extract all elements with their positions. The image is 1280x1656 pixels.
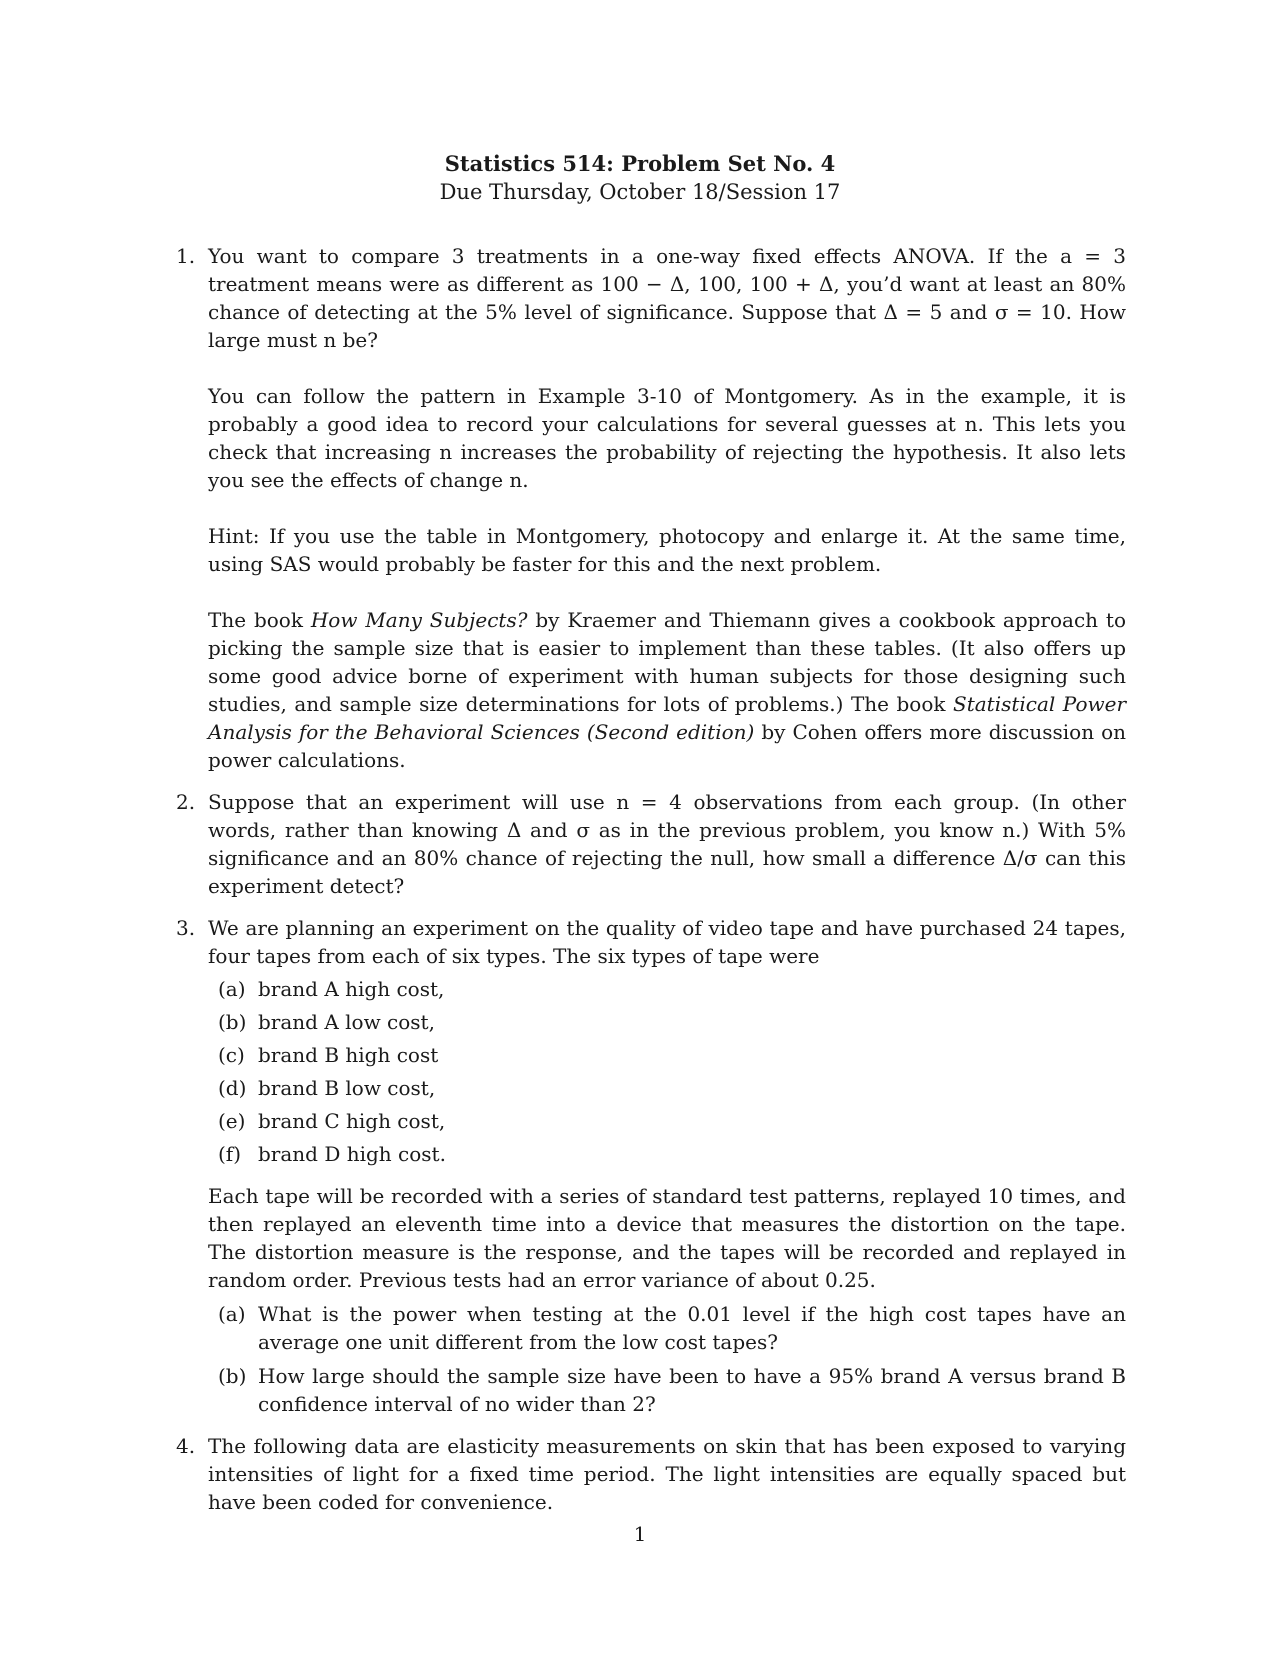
book-note-text: by Cohen offers more discussion on power calculations. xyxy=(208,720,1126,772)
book-title-statistical-power-analysis: Statistical Power Analysis for the Behavioral Sciences (Second edition) xyxy=(208,692,1127,744)
problem-4-statement: The following data are elasticity measurements on skin that has been exposed to varying intensities of light for a fixed time period. The light intensities are equally spaced but have been coded for convenience. xyxy=(208,1434,1126,1514)
problem-3 xyxy=(176,914,1126,1418)
list-item xyxy=(208,1008,1126,1036)
problem-number: 3. xyxy=(176,916,196,940)
problem-2-statement: Suppose that an experiment will use n = 4 observations from each group. (In other words, rather than knowing Δ and σ as in the previous problem, you know n.) With 5% significance and an 80% chance of rejecting the null, how small a difference Δ/σ can this experiment detect? xyxy=(208,790,1126,898)
list-item-text: brand B low cost, xyxy=(258,1076,436,1100)
list-item-label: (b) xyxy=(218,1010,247,1034)
list-item xyxy=(208,1074,1126,1102)
document-body xyxy=(176,242,1126,1516)
problem-3-intro: We are planning an experiment on the quality of video tape and have purchased 24 tapes, four tapes from each of six types. The six types of tape were xyxy=(208,916,1126,968)
problem-1-statement: You want to compare 3 treatments in a one-way fixed effects ANOVA. If the a = 3 treatment means were as different as 100 − Δ, 100, 100 + Δ, you’d want at least an 80% chance of detecting at the 5% level of significance. Suppose that Δ = 5 and σ = 10. How large must n be? xyxy=(208,244,1126,352)
list-item-text: brand C high cost, xyxy=(258,1109,446,1133)
list-item-text: brand D high cost. xyxy=(258,1142,446,1166)
list-item-text: brand A low cost, xyxy=(258,1010,435,1034)
problem-1-book-note xyxy=(208,606,1126,774)
list-item-label: (a) xyxy=(218,1302,246,1326)
list-item-label: (e) xyxy=(218,1109,246,1133)
list-item-label: (f) xyxy=(218,1142,242,1166)
problem-1-hint: Hint: If you use the table in Montgomery, photocopy and enlarge it. At the same time, using SAS would probably be faster for this and the next problem. xyxy=(208,524,1126,576)
book-note-text: by Kraemer and Thiemann gives a cookbook approach to picking the sample size that is easier to implement than these tables. (It also offers up some good advice borne of experiment with human subjects for those designing such studies, and sample size determinations for lots of problems.) The book xyxy=(208,608,1127,716)
problem-number: 2. xyxy=(176,790,196,814)
list-item-label: (a) xyxy=(218,977,246,1001)
page-title: Statistics 514: Problem Set No. 4 xyxy=(444,151,836,176)
problem-1 xyxy=(176,242,1126,774)
list-item xyxy=(208,1300,1126,1356)
problem-number: 4. xyxy=(176,1434,196,1458)
list-item-label: (c) xyxy=(218,1043,245,1067)
list-item-label: (d) xyxy=(218,1076,247,1100)
list-item xyxy=(208,1140,1126,1168)
list-item xyxy=(208,1362,1126,1418)
list-item-text: brand A high cost, xyxy=(258,977,445,1001)
list-item xyxy=(208,1107,1126,1135)
problem-2 xyxy=(176,788,1126,900)
document-header xyxy=(0,150,1280,206)
problem-number: 1. xyxy=(176,244,196,268)
problem-3-description: Each tape will be recorded with a series of standard test patterns, replayed 10 times, and then replayed an eleventh time into a device that measures the distortion on the tape. The distortion measure is the response, and the tapes will be recorded and replayed in random order. Previous tests had an error variance of about 0.25. xyxy=(208,1184,1126,1292)
book-note-text: The book xyxy=(208,608,311,632)
page-subtitle: Due Thursday, October 18/Session 17 xyxy=(439,180,841,204)
list-item xyxy=(208,975,1126,1003)
list-item-text: What is the power when testing at the 0.01 level if the high cost tapes have an average one unit different from the low cost tapes? xyxy=(258,1302,1126,1354)
problem-1-guidance: You can follow the pattern in Example 3-10 of Montgomery. As in the example, it is probably a good idea to record your calculations for several guesses at n. This lets you check that increasing n increases the probability of rejecting the hypothesis. It also lets you see the effects of change n. xyxy=(208,384,1126,492)
list-item xyxy=(208,1041,1126,1069)
book-title-how-many-subjects: How Many Subjects? xyxy=(310,608,528,632)
list-item-label: (b) xyxy=(218,1364,247,1388)
list-item-text: brand B high cost xyxy=(258,1043,439,1067)
problem-3-questions xyxy=(208,1300,1126,1418)
tape-type-list xyxy=(208,975,1126,1168)
problem-4 xyxy=(176,1432,1126,1516)
list-item-text: How large should the sample size have been to have a 95% brand A versus brand B confidence interval of no wider than 2? xyxy=(258,1364,1126,1416)
page-number: 1 xyxy=(633,1522,647,1546)
